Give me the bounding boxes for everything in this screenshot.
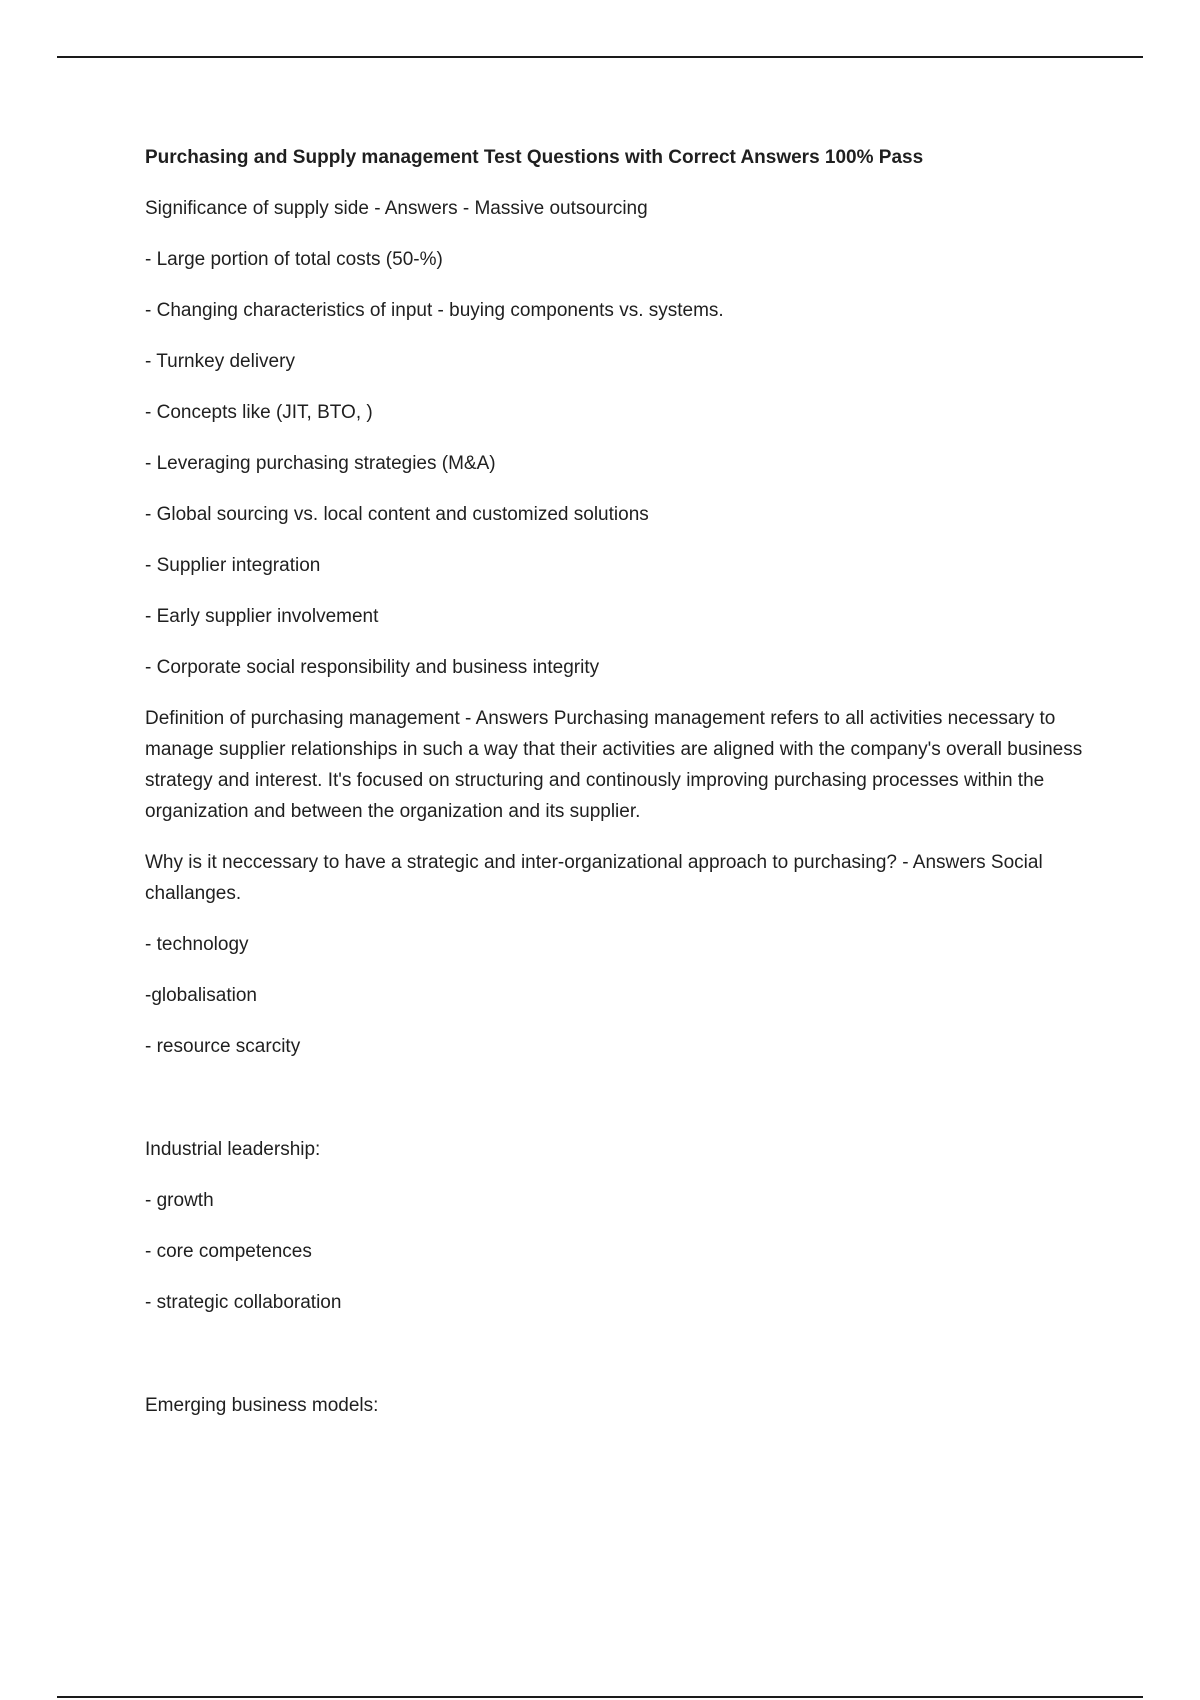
blank-spacer (145, 1082, 1085, 1134)
text-line: - Supplier integration (145, 555, 321, 576)
header-rule (57, 56, 1143, 58)
text-line: - Early supplier involvement (145, 606, 379, 627)
definition-paragraph: Definition of purchasing management - Answers Purchasing management refers to all activities necessary to manage supplier relationships in such a way that their activities are aligned with the company's overall business strategy and interest. It's focused on structuring and continously improving purchasing processes within the organization and between the organization and its supplier. (145, 708, 1083, 822)
text-line: - Global sourcing vs. local content and customized solutions (145, 504, 649, 525)
industrial-heading: Industrial leadership: (145, 1139, 321, 1160)
text-line: - strategic collaboration (145, 1292, 342, 1313)
text-line: - Corporate social responsibility and business integrity (145, 657, 600, 678)
blank-spacer (145, 1338, 1085, 1390)
text-line: - Large portion of total costs (50-%) (145, 249, 443, 270)
text-line: - Leveraging purchasing strategies (M&A) (145, 453, 496, 474)
text-line: Significance of supply side - Answers - Massive outsourcing (145, 198, 648, 219)
document-body (145, 144, 1085, 1441)
text-line: - technology (145, 934, 249, 955)
text-line: - Changing characteristics of input - buying components vs. systems. (145, 300, 724, 321)
document-title: Purchasing and Supply management Test Questions with Correct Answers 100% Pass (145, 147, 924, 168)
text-line: - core competences (145, 1241, 312, 1262)
text-line: - Turnkey delivery (145, 351, 295, 372)
text-line: - resource scarcity (145, 1036, 301, 1057)
footer-rule (57, 1696, 1143, 1698)
text-line: - Concepts like (JIT, BTO, ) (145, 402, 373, 423)
emerging-heading: Emerging business models: (145, 1395, 379, 1416)
why-paragraph: Why is it neccessary to have a strategic and inter-organizational approach to purchasing? - Answers Social challanges. (145, 852, 1043, 904)
text-line: - growth (145, 1190, 214, 1211)
text-line: -globalisation (145, 985, 257, 1006)
